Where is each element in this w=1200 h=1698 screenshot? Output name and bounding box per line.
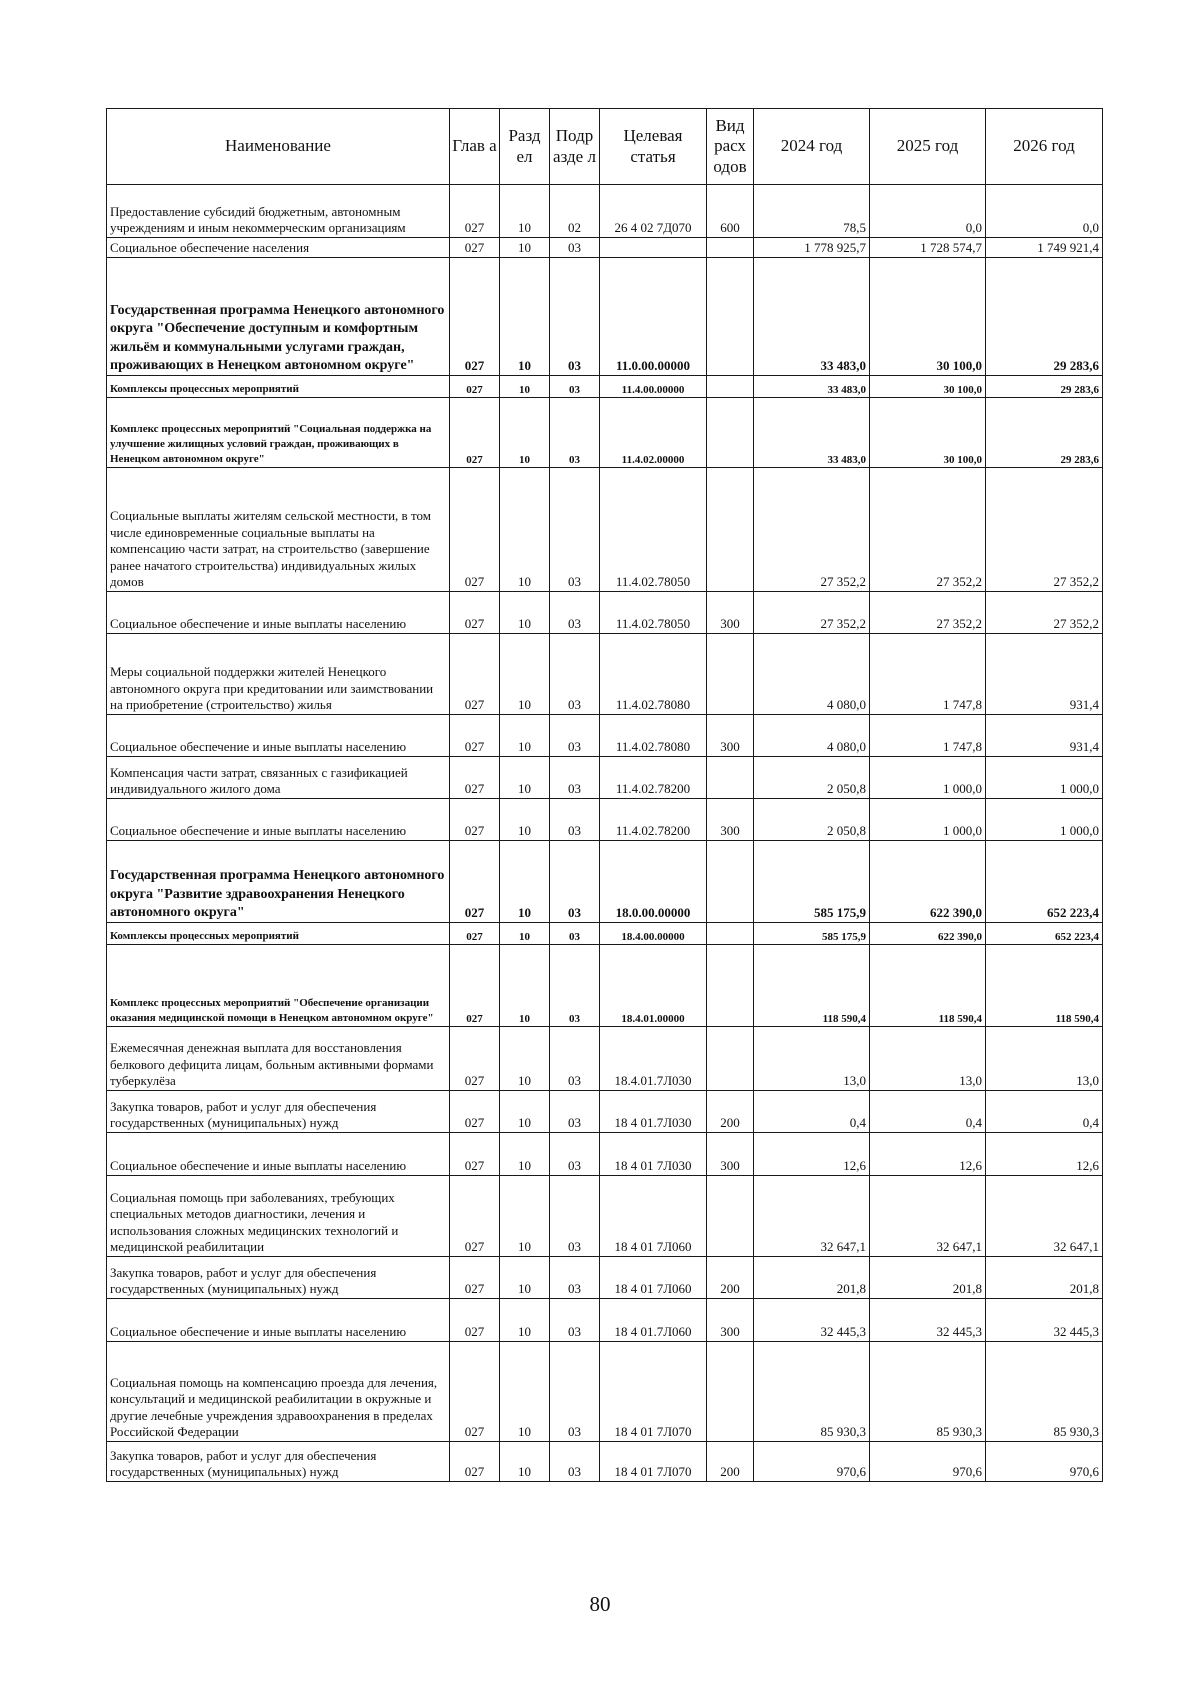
table-header-row	[107, 109, 1103, 185]
row-target: 11.4.02.78200	[600, 799, 707, 841]
row-razdel: 10	[500, 1027, 550, 1091]
row-name: Социальное обеспечение и иные выплаты населению	[107, 799, 450, 841]
row-razdel: 10	[500, 1342, 550, 1442]
row-vid	[707, 398, 754, 468]
header-podrazdel: Подр азде л	[550, 109, 600, 185]
row-target: 18.4.00.00000	[600, 923, 707, 945]
row-amount-2026: 652 223,4	[986, 923, 1103, 945]
row-vid	[707, 1176, 754, 1257]
row-amount-2025: 85 930,3	[870, 1342, 986, 1442]
row-vid	[707, 923, 754, 945]
row-amount-2024: 4 080,0	[754, 715, 870, 757]
row-glava: 027	[450, 799, 500, 841]
header-2024: 2024 год	[754, 109, 870, 185]
row-name: Комплекс процессных мероприятий "Обеспечение организации оказания медицинской помощи в Ненецком автономном округе"	[107, 945, 450, 1027]
row-podrazdel: 03	[550, 757, 600, 799]
row-amount-2024: 33 483,0	[754, 258, 870, 376]
row-vid	[707, 238, 754, 258]
row-razdel: 10	[500, 238, 550, 258]
row-razdel: 10	[500, 841, 550, 923]
table-row	[107, 376, 1103, 398]
row-glava: 027	[450, 1133, 500, 1176]
row-vid: 200	[707, 1442, 754, 1482]
row-amount-2026: 32 445,3	[986, 1299, 1103, 1342]
row-target: 18 4 01 7Л060	[600, 1176, 707, 1257]
row-name: Социальная помощь при заболеваниях, требующих специальных методов диагностики, лечения и использования сложных медицинских технологий и медицинской реабилитации	[107, 1176, 450, 1257]
row-amount-2025: 13,0	[870, 1027, 986, 1091]
row-amount-2025: 0,0	[870, 185, 986, 238]
row-razdel: 10	[500, 258, 550, 376]
row-amount-2025: 32 445,3	[870, 1299, 986, 1342]
row-name: Меры социальной поддержки жителей Ненецкого автономного округа при кредитовании или заимствовании на приобретение (строительство) жилья	[107, 634, 450, 715]
row-amount-2026: 1 000,0	[986, 757, 1103, 799]
row-glava: 027	[450, 715, 500, 757]
row-glava: 027	[450, 1442, 500, 1482]
row-glava: 027	[450, 1257, 500, 1299]
row-amount-2024: 32 647,1	[754, 1176, 870, 1257]
row-amount-2025: 1 000,0	[870, 757, 986, 799]
row-vid	[707, 1342, 754, 1442]
row-podrazdel: 03	[550, 1342, 600, 1442]
row-amount-2026: 201,8	[986, 1257, 1103, 1299]
row-vid: 200	[707, 1257, 754, 1299]
row-razdel: 10	[500, 1133, 550, 1176]
row-podrazdel: 03	[550, 1442, 600, 1482]
row-name: Закупка товаров, работ и услуг для обеспечения государственных (муниципальных) нужд	[107, 1091, 450, 1133]
row-amount-2024: 1 778 925,7	[754, 238, 870, 258]
row-amount-2024: 2 050,8	[754, 757, 870, 799]
row-razdel: 10	[500, 1091, 550, 1133]
row-name: Социальное обеспечение населения	[107, 238, 450, 258]
row-amount-2024: 118 590,4	[754, 945, 870, 1027]
row-glava: 027	[450, 1299, 500, 1342]
row-target: 18 4 01.7Л060	[600, 1299, 707, 1342]
row-razdel: 10	[500, 1299, 550, 1342]
table-row	[107, 757, 1103, 799]
row-razdel: 10	[500, 1442, 550, 1482]
row-podrazdel: 03	[550, 238, 600, 258]
budget-table	[106, 108, 1103, 1482]
row-glava: 027	[450, 258, 500, 376]
row-podrazdel: 03	[550, 592, 600, 634]
row-glava: 027	[450, 634, 500, 715]
row-razdel: 10	[500, 185, 550, 238]
row-target: 11.4.02.78050	[600, 468, 707, 592]
row-razdel: 10	[500, 398, 550, 468]
row-target: 18.0.00.00000	[600, 841, 707, 923]
row-amount-2025: 1 728 574,7	[870, 238, 986, 258]
row-glava: 027	[450, 945, 500, 1027]
row-vid	[707, 258, 754, 376]
row-glava: 027	[450, 398, 500, 468]
row-amount-2025: 1 000,0	[870, 799, 986, 841]
row-glava: 027	[450, 592, 500, 634]
row-target: 18 4 01 7Л030	[600, 1133, 707, 1176]
table-row	[107, 634, 1103, 715]
row-name: Государственная программа Ненецкого автономного округа "Развитие здравоохранения Ненецкого автономного округа"	[107, 841, 450, 923]
row-glava: 027	[450, 1091, 500, 1133]
row-amount-2026: 12,6	[986, 1133, 1103, 1176]
row-target: 11.4.02.00000	[600, 398, 707, 468]
row-vid	[707, 634, 754, 715]
table-row	[107, 1257, 1103, 1299]
row-amount-2024: 4 080,0	[754, 634, 870, 715]
row-name: Закупка товаров, работ и услуг для обеспечения государственных (муниципальных) нужд	[107, 1442, 450, 1482]
row-glava: 027	[450, 376, 500, 398]
row-name: Социальные выплаты жителям сельской местности, в том числе единовременные социальные выплаты на компенсацию части затрат, на строительство (завершение ранее начатого строительства) индивидуальных жилых домов	[107, 468, 450, 592]
header-vid: Вид расх одов	[707, 109, 754, 185]
row-target: 18 4 01 7Л070	[600, 1342, 707, 1442]
row-name: Социальная помощь на компенсацию проезда для лечения, консультаций и медицинской реабилитации в окружные и другие лечебные учреждения здравоохранения в пределах Российской Федерации	[107, 1342, 450, 1442]
row-glava: 027	[450, 1027, 500, 1091]
page-number: 80	[589, 1592, 611, 1616]
table-row	[107, 1133, 1103, 1176]
row-podrazdel: 03	[550, 1257, 600, 1299]
table-row	[107, 799, 1103, 841]
row-amount-2024: 78,5	[754, 185, 870, 238]
table-row	[107, 923, 1103, 945]
row-amount-2026: 118 590,4	[986, 945, 1103, 1027]
row-amount-2024: 12,6	[754, 1133, 870, 1176]
row-amount-2025: 30 100,0	[870, 398, 986, 468]
row-amount-2025: 622 390,0	[870, 923, 986, 945]
row-amount-2025: 12,6	[870, 1133, 986, 1176]
row-amount-2026: 27 352,2	[986, 468, 1103, 592]
table-row	[107, 238, 1103, 258]
row-amount-2024: 13,0	[754, 1027, 870, 1091]
row-target	[600, 238, 707, 258]
row-razdel: 10	[500, 945, 550, 1027]
row-target: 11.4.02.78080	[600, 715, 707, 757]
row-amount-2025: 30 100,0	[870, 376, 986, 398]
row-target: 18.4.01.7Л030	[600, 1027, 707, 1091]
row-glava: 027	[450, 923, 500, 945]
row-name: Социальное обеспечение и иные выплаты населению	[107, 715, 450, 757]
row-amount-2025: 0,4	[870, 1091, 986, 1133]
header-name: Наименование	[107, 109, 450, 185]
row-podrazdel: 03	[550, 945, 600, 1027]
row-amount-2024: 33 483,0	[754, 398, 870, 468]
row-razdel: 10	[500, 1257, 550, 1299]
row-amount-2025: 622 390,0	[870, 841, 986, 923]
row-vid: 300	[707, 715, 754, 757]
table-row	[107, 715, 1103, 757]
table-row	[107, 1091, 1103, 1133]
row-name: Закупка товаров, работ и услуг для обеспечения государственных (муниципальных) нужд	[107, 1257, 450, 1299]
row-name: Компенсация части затрат, связанных с газификацией индивидуального жилого дома	[107, 757, 450, 799]
row-glava: 027	[450, 841, 500, 923]
row-amount-2025: 1 747,8	[870, 634, 986, 715]
row-glava: 027	[450, 1342, 500, 1442]
row-amount-2026: 652 223,4	[986, 841, 1103, 923]
row-vid	[707, 945, 754, 1027]
row-glava: 027	[450, 468, 500, 592]
row-target: 18.4.01.00000	[600, 945, 707, 1027]
header-razdel: Разд ел	[500, 109, 550, 185]
row-vid: 300	[707, 799, 754, 841]
row-vid: 300	[707, 1133, 754, 1176]
row-amount-2026: 13,0	[986, 1027, 1103, 1091]
table-row	[107, 468, 1103, 592]
row-amount-2026: 29 283,6	[986, 258, 1103, 376]
row-podrazdel: 03	[550, 634, 600, 715]
row-amount-2026: 1 749 921,4	[986, 238, 1103, 258]
row-amount-2026: 931,4	[986, 715, 1103, 757]
row-vid	[707, 757, 754, 799]
row-amount-2024: 27 352,2	[754, 468, 870, 592]
row-amount-2024: 0,4	[754, 1091, 870, 1133]
row-amount-2024: 970,6	[754, 1442, 870, 1482]
row-amount-2025: 32 647,1	[870, 1176, 986, 1257]
row-vid: 300	[707, 1299, 754, 1342]
row-glava: 027	[450, 757, 500, 799]
row-amount-2026: 970,6	[986, 1442, 1103, 1482]
row-name: Ежемесячная денежная выплата для восстановления белкового дефицита лицам, больным активными формами туберкулёза	[107, 1027, 450, 1091]
row-amount-2024: 585 175,9	[754, 923, 870, 945]
row-razdel: 10	[500, 799, 550, 841]
row-target: 18 4 01 7Л060	[600, 1257, 707, 1299]
table-row	[107, 1027, 1103, 1091]
row-podrazdel: 03	[550, 1176, 600, 1257]
row-podrazdel: 03	[550, 799, 600, 841]
row-amount-2025: 118 590,4	[870, 945, 986, 1027]
row-target: 11.0.00.00000	[600, 258, 707, 376]
row-target: 18 4 01 7Л070	[600, 1442, 707, 1482]
row-vid	[707, 468, 754, 592]
header-2025: 2025 год	[870, 109, 986, 185]
row-name: Комплексы процессных мероприятий	[107, 376, 450, 398]
header-2026: 2026 год	[986, 109, 1103, 185]
row-vid: 200	[707, 1091, 754, 1133]
row-glava: 027	[450, 238, 500, 258]
row-name: Государственная программа Ненецкого автономного округа "Обеспечение доступным и комфортным жильём и коммунальными услугами граждан, проживающих в Ненецком автономном округе"	[107, 258, 450, 376]
row-name: Социальное обеспечение и иные выплаты населению	[107, 592, 450, 634]
row-vid	[707, 841, 754, 923]
table-row	[107, 258, 1103, 376]
row-razdel: 10	[500, 757, 550, 799]
row-amount-2026: 1 000,0	[986, 799, 1103, 841]
row-amount-2026: 931,4	[986, 634, 1103, 715]
table-row	[107, 1299, 1103, 1342]
header-target: Целевая статья	[600, 109, 707, 185]
row-amount-2024: 585 175,9	[754, 841, 870, 923]
row-podrazdel: 03	[550, 398, 600, 468]
row-podrazdel: 03	[550, 1091, 600, 1133]
row-amount-2025: 970,6	[870, 1442, 986, 1482]
row-vid: 300	[707, 592, 754, 634]
row-target: 11.4.02.78080	[600, 634, 707, 715]
table-row	[107, 185, 1103, 238]
row-podrazdel: 03	[550, 715, 600, 757]
row-amount-2024: 85 930,3	[754, 1342, 870, 1442]
row-glava: 027	[450, 185, 500, 238]
row-razdel: 10	[500, 1176, 550, 1257]
row-podrazdel: 03	[550, 258, 600, 376]
row-podrazdel: 03	[550, 923, 600, 945]
row-amount-2024: 33 483,0	[754, 376, 870, 398]
row-amount-2024: 27 352,2	[754, 592, 870, 634]
table-row	[107, 592, 1103, 634]
row-amount-2024: 201,8	[754, 1257, 870, 1299]
row-name: Комплекс процессных мероприятий "Социальная поддержка на улучшение жилищных условий граждан, проживающих в Ненецком автономном округе"	[107, 398, 450, 468]
table-row	[107, 945, 1103, 1027]
row-vid	[707, 1027, 754, 1091]
row-razdel: 10	[500, 634, 550, 715]
row-target: 11.4.02.78050	[600, 592, 707, 634]
row-target: 11.4.00.00000	[600, 376, 707, 398]
row-name: Предоставление субсидий бюджетным, автономным учреждениям и иным некоммерческим организациям	[107, 185, 450, 238]
row-amount-2025: 201,8	[870, 1257, 986, 1299]
row-name: Социальное обеспечение и иные выплаты населению	[107, 1299, 450, 1342]
table-row	[107, 398, 1103, 468]
row-vid	[707, 376, 754, 398]
row-amount-2025: 30 100,0	[870, 258, 986, 376]
row-amount-2024: 32 445,3	[754, 1299, 870, 1342]
row-podrazdel: 03	[550, 1027, 600, 1091]
row-amount-2026: 29 283,6	[986, 398, 1103, 468]
row-razdel: 10	[500, 468, 550, 592]
row-amount-2026: 0,4	[986, 1091, 1103, 1133]
row-amount-2025: 27 352,2	[870, 592, 986, 634]
row-podrazdel: 03	[550, 1133, 600, 1176]
row-amount-2025: 1 747,8	[870, 715, 986, 757]
row-amount-2026: 29 283,6	[986, 376, 1103, 398]
table-row	[107, 1342, 1103, 1442]
table-row	[107, 841, 1103, 923]
row-podrazdel: 02	[550, 185, 600, 238]
row-podrazdel: 03	[550, 468, 600, 592]
row-amount-2026: 0,0	[986, 185, 1103, 238]
row-vid: 600	[707, 185, 754, 238]
row-razdel: 10	[500, 715, 550, 757]
row-name: Комплексы процессных мероприятий	[107, 923, 450, 945]
row-target: 18 4 01.7Л030	[600, 1091, 707, 1133]
row-amount-2024: 2 050,8	[754, 799, 870, 841]
row-name: Социальное обеспечение и иные выплаты населению	[107, 1133, 450, 1176]
table-row	[107, 1176, 1103, 1257]
row-amount-2026: 85 930,3	[986, 1342, 1103, 1442]
row-amount-2025: 27 352,2	[870, 468, 986, 592]
row-podrazdel: 03	[550, 1299, 600, 1342]
header-glava: Глав а	[450, 109, 500, 185]
row-amount-2026: 27 352,2	[986, 592, 1103, 634]
row-razdel: 10	[500, 923, 550, 945]
row-glava: 027	[450, 1176, 500, 1257]
row-target: 26 4 02 7Д070	[600, 185, 707, 238]
table-row	[107, 1442, 1103, 1482]
row-amount-2026: 32 647,1	[986, 1176, 1103, 1257]
row-podrazdel: 03	[550, 841, 600, 923]
row-podrazdel: 03	[550, 376, 600, 398]
row-razdel: 10	[500, 592, 550, 634]
row-razdel: 10	[500, 376, 550, 398]
row-target: 11.4.02.78200	[600, 757, 707, 799]
